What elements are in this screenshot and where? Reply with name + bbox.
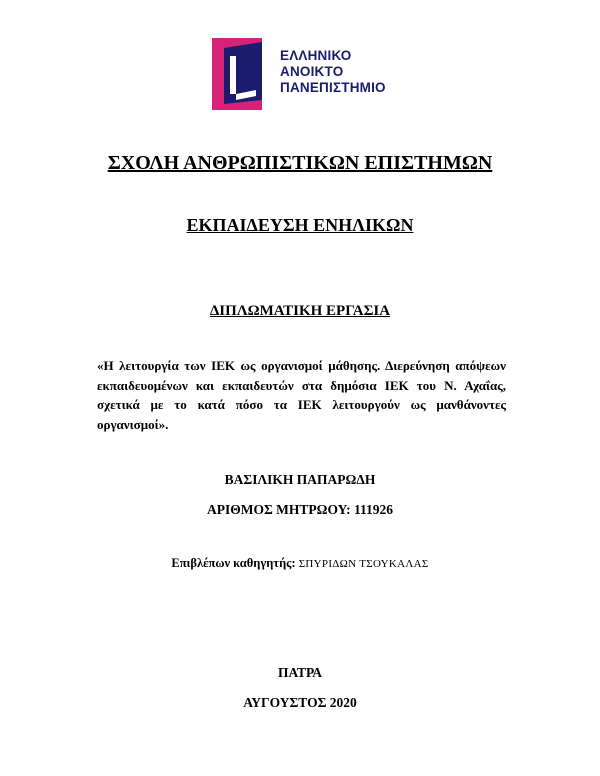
thesis-title: «Η λειτουργία των ΙΕΚ ως οργανισμοί μάθησης. Διερεύνηση απόψεων εκπαιδευομένων και εκπαιδευτών στα δημόσια ΙΕΚ του Ν. Αχαΐας, σχετικά με το κατά πόσο τα ΙΕΚ λειτουργούν ως μανθάνοντες οργανισμοί». xyxy=(97,358,506,432)
registration-number: ΑΡΙΘΜΟΣ ΜΗΤΡΩΟΥ: 111926 xyxy=(206,502,394,517)
university-logo xyxy=(210,38,400,110)
document-type-heading: ΔΙΠΛΩΜΑΤΙΚΗ ΕΡΓΑΣΙΑ xyxy=(209,303,391,319)
supervisor-line xyxy=(0,556,600,571)
author-name: ΒΑΣΙΛΙΚΗ ΠΑΠΑΡΩΔΗ xyxy=(224,472,376,487)
department-heading: ΕΚΠΑΙΔΕΥΣΗ ΕΝΗΛΙΚΩΝ xyxy=(186,215,414,235)
supervisor-label: Επιβλέπων καθηγητής: xyxy=(171,556,296,570)
date: ΑΥΓΟΥΣΤΟΣ 2020 xyxy=(243,695,357,710)
logo-line-1: ΕΛΛΗΝΙΚΟ xyxy=(280,48,352,63)
supervisor-name: ΣΠΥΡΙΔΩΝ ΤΣΟΥΚΑΛΑΣ xyxy=(298,558,429,570)
logo-line-2: ΑΝΟΙΚΤΟ xyxy=(280,64,344,79)
logo-line-3: ΠΑΝΕΠΙΣΤΗΜΙΟ xyxy=(280,80,386,95)
school-heading: ΣΧΟΛΗ ΑΝΘΡΩΠΙΣΤΙΚΩΝ ΕΠΙΣΤΗΜΩΝ xyxy=(107,152,493,174)
logo-wordmark xyxy=(280,48,386,96)
city: ΠΑΤΡΑ xyxy=(278,665,322,680)
logo-mark-icon xyxy=(210,38,276,110)
